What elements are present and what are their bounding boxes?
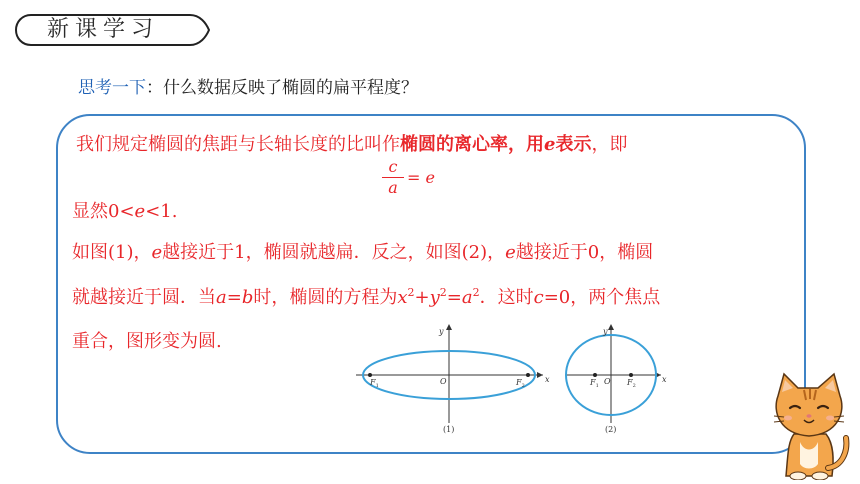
range-var-e: e xyxy=(134,201,146,222)
p2-var-b: b xyxy=(241,287,254,308)
eccentricity-fraction xyxy=(382,158,404,197)
p2-sup2: 2 xyxy=(439,286,447,299)
fig2-focus-1 xyxy=(593,373,597,377)
fig2-y-label: y xyxy=(603,327,608,336)
p1-b: 越接近于1，椭圆就越扁．反之，如图(2)， xyxy=(162,242,506,263)
p1-c: 越接近于0，椭圆 xyxy=(515,242,654,263)
p2-var-x: x xyxy=(397,287,408,308)
fig1-y-arrow xyxy=(446,324,452,330)
p2-eq: = xyxy=(226,287,242,308)
range-line xyxy=(72,197,177,223)
fig1-focus-1 xyxy=(368,373,372,377)
fig1-f2-label: $F_2$ xyxy=(516,378,525,389)
var-e: e xyxy=(544,134,556,155)
fig2-x-label: x xyxy=(662,375,667,384)
fig2-y-arrow xyxy=(608,324,614,330)
fig1-focus-2 xyxy=(526,373,530,377)
question-text: ：什么数据反映了椭圆的扁平程度？ xyxy=(146,78,418,98)
fig1-x-arrow xyxy=(537,372,543,378)
fig2-f1-label: $F_1$ xyxy=(590,378,599,389)
p2-a: 就越接近于圆．当 xyxy=(72,287,216,308)
term-eccentricity: 椭圆的离心率 xyxy=(400,134,508,155)
range-text-b: <1. xyxy=(145,201,178,222)
fig2-caption: (2) xyxy=(605,425,617,434)
p2-b: 时，椭圆的方程为 xyxy=(253,287,398,308)
p2-eq2: = xyxy=(446,287,462,308)
fig1-x-label: x xyxy=(545,375,550,384)
p2-var-c: c xyxy=(533,287,544,308)
definition-comma: ，用 xyxy=(508,134,544,155)
definition-tail: ，即 xyxy=(591,134,628,155)
question-lead: 思考一下 xyxy=(78,78,146,98)
fig2-focus-2 xyxy=(629,373,633,377)
question-line xyxy=(78,73,418,98)
p2-plus: + xyxy=(414,287,430,308)
p1-e1: e xyxy=(151,242,163,263)
figure-1-flat-ellipse xyxy=(340,318,555,438)
definition-line xyxy=(76,130,627,156)
fraction-equals-e: = e xyxy=(407,168,435,187)
section-badge xyxy=(14,13,210,47)
definition-text: 我们规定椭圆的焦距与长轴长度的比叫作 xyxy=(76,134,400,155)
figure-2-round-ellipse xyxy=(561,318,671,438)
paragraph-1 xyxy=(72,238,653,264)
p1-a: 如图(1)， xyxy=(72,242,152,263)
fraction-numerator: c xyxy=(388,157,398,176)
cat-mascot-icon xyxy=(768,372,852,480)
fig1-y-label: y xyxy=(439,327,444,336)
p2-var-a2: a xyxy=(461,287,473,308)
fig2-f2-label: $F_2$ xyxy=(627,378,636,389)
paragraph-3: 重合，图形变为圆. xyxy=(72,331,222,352)
fig1-f1-label: $F_1$ xyxy=(370,378,379,389)
section-badge-label: 新课学习 xyxy=(46,17,159,42)
fig2-origin: O xyxy=(604,377,611,386)
p2-sup3: 2 xyxy=(472,286,480,299)
p2-sup1: 2 xyxy=(407,286,415,299)
fraction-denominator: a xyxy=(388,178,398,197)
p2-var-a: a xyxy=(216,287,227,308)
p2-d: =0，两个焦点 xyxy=(543,287,661,308)
definition-symbol-text: 表示 xyxy=(555,134,592,155)
range-text-a: 显然0< xyxy=(72,201,135,222)
p2-c: ．这时 xyxy=(479,287,534,308)
fig1-origin: O xyxy=(440,377,447,386)
p2-var-y: y xyxy=(429,287,440,308)
paragraph-2 xyxy=(72,283,660,309)
p1-e2: e xyxy=(505,242,516,263)
fig1-caption: (1) xyxy=(443,425,455,434)
